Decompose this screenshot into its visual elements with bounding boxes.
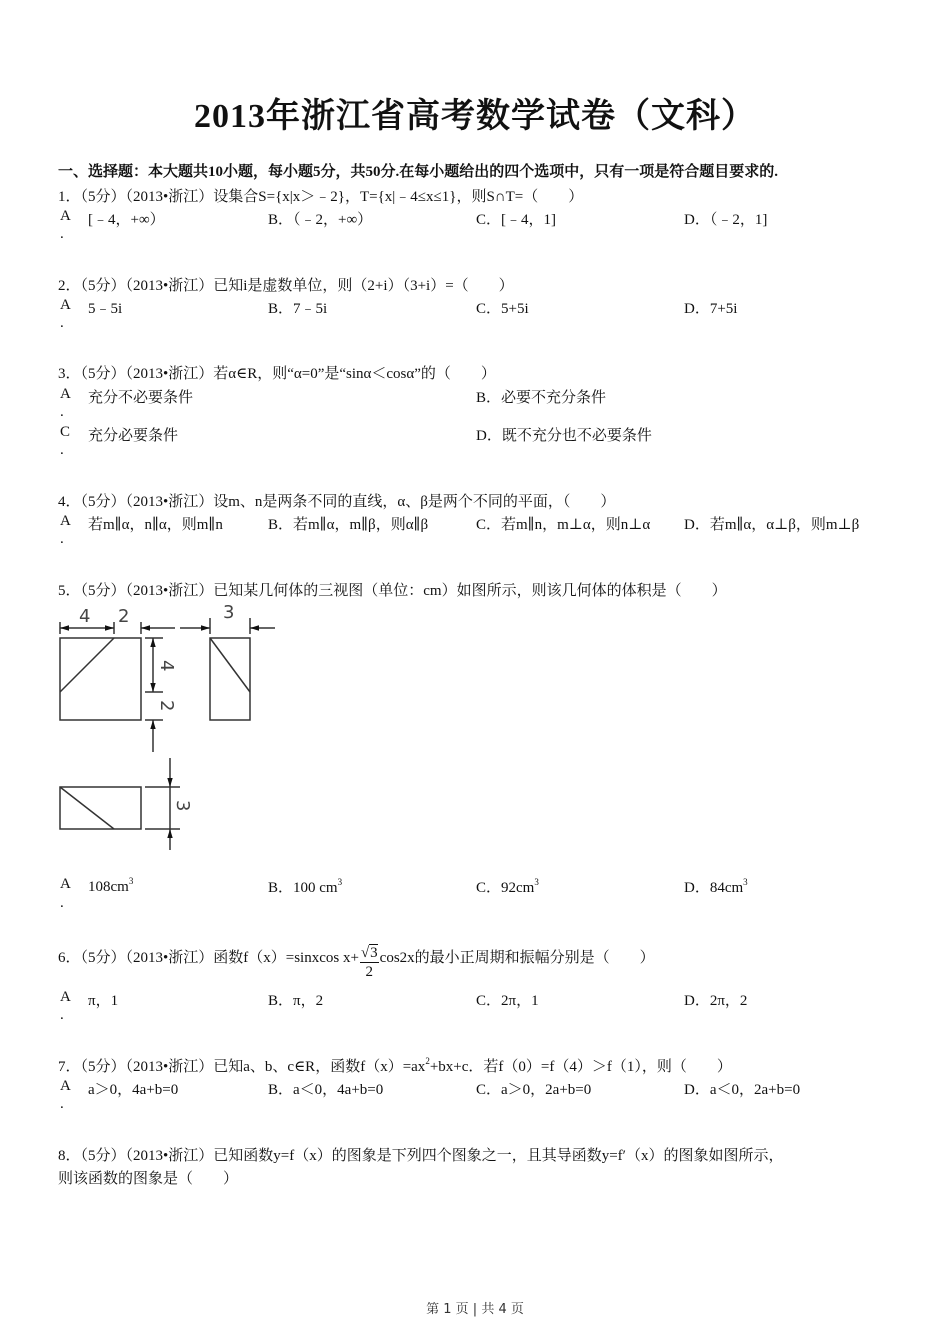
option-dot: . bbox=[60, 404, 64, 420]
option-dot: . bbox=[60, 895, 64, 911]
page-title: 2013年浙江省高考数学试卷（文科） bbox=[194, 98, 756, 135]
q6-option-d: D．2π，2 bbox=[684, 993, 748, 1009]
q4-option-d: D．若m∥α，α⊥β，则m⊥β bbox=[684, 517, 860, 533]
question-8: 8．（5分）（2013•浙江）已知函数y=f（x）的图象是下列四个图象之一，且其导函数y=f′（x）的图象如图所示， bbox=[58, 1148, 784, 1164]
q2-option-a: 5﹣5i bbox=[88, 301, 123, 317]
option-dot: . bbox=[60, 442, 64, 458]
q5-option-a: $108cm^3$ bbox=[88, 876, 134, 895]
q7-option-b: B．a＜0，4a+b=0 bbox=[268, 1082, 384, 1098]
q1-option-b: B．（﹣2，+∞） bbox=[268, 212, 373, 228]
option-dot: . bbox=[60, 315, 64, 331]
question-8-line2: 则该函数的图象是（ ） bbox=[58, 1171, 239, 1187]
q7-option-d: D．a＜0，2a+b=0 bbox=[684, 1082, 801, 1098]
q6-option-b: B．π，2 bbox=[268, 993, 324, 1009]
q6-option-a-letter: A bbox=[60, 989, 71, 1005]
page-footer: 第 1 页 | 共 4 页 bbox=[426, 1302, 524, 1317]
q3-option-a-letter: A bbox=[60, 386, 71, 402]
section-header: 一、选择题：本大题共10小题，每小题5分，共50分.在每小题给出的四个选项中，只有一项是符合题目要求的. bbox=[58, 164, 779, 180]
option-dot: . bbox=[60, 1007, 64, 1023]
q3-option-d: D．既不充分也不必要条件 bbox=[476, 428, 652, 444]
q5-option-c: C．$92cm^3$ bbox=[476, 877, 539, 896]
q1-option-d: D．（﹣2，1] bbox=[684, 212, 768, 228]
q2-option-c: C．5+5i bbox=[476, 301, 529, 317]
question-3: 3．（5分）（2013•浙江）若α∈R，则“α=0”是“sinα＜cosα”的（ ） bbox=[58, 366, 496, 382]
q3-option-c-letter: C bbox=[60, 424, 71, 440]
q6-option-c: C．2π，1 bbox=[476, 993, 539, 1009]
three-view-figure bbox=[55, 600, 295, 860]
question-6: 6．（5分）（2013•浙江）函数f（x）=sinxcos x+ $\frac{√3}{2}$ cos2x的最小正周期和振幅分别是（ ） bbox=[58, 945, 655, 980]
q4-option-c: C．若m∥n，m⊥α，则n⊥α bbox=[476, 517, 651, 533]
svg-text:3: 3 bbox=[223, 602, 235, 623]
q6-option-a: π，1 bbox=[88, 993, 119, 1009]
question-2: 2．（5分）（2013•浙江）已知i是虚数单位，则（2+i）（3+i）=（ ） bbox=[58, 278, 514, 294]
question-4: 4．（5分）（2013•浙江）设m、n是两条不同的直线，α、β是两个不同的平面，（ ） bbox=[58, 494, 616, 510]
question-5: 5．（5分）（2013•浙江）已知某几何体的三视图（单位：cm）如图所示，则该几何体的体积是（ ） bbox=[58, 583, 727, 599]
q4-option-a: 若m∥α，n∥α，则m∥n bbox=[88, 517, 223, 533]
q2-option-b: B．7﹣5i bbox=[268, 301, 328, 317]
svg-text:2: 2 bbox=[156, 700, 177, 712]
q5-option-b: B．100 $cm^3$ bbox=[268, 877, 343, 896]
q7-option-c: C．a＞0，2a+b=0 bbox=[476, 1082, 592, 1098]
q7-option-a: a＞0，4a+b=0 bbox=[88, 1082, 179, 1098]
svg-text:4: 4 bbox=[79, 606, 91, 627]
svg-text:2: 2 bbox=[118, 606, 130, 627]
q2-option-d: D．7+5i bbox=[684, 301, 738, 317]
option-dot: . bbox=[60, 226, 64, 242]
q2-option-a-letter: A bbox=[60, 297, 71, 313]
q3-option-a: 充分不必要条件 bbox=[88, 390, 194, 406]
q1-option-a: [﹣4，+∞） bbox=[88, 212, 165, 228]
question-7: 7．（5分）（2013•浙江）已知a、b、c∈R，函数$f(x)=ax^2+bx+c$．若f（0）=f（4）＞f（1），则（ ） bbox=[58, 1056, 732, 1075]
q3-option-b: B．必要不充分条件 bbox=[476, 390, 607, 406]
q1-option-a-letter: A bbox=[60, 208, 71, 224]
q3-option-c: 充分必要条件 bbox=[88, 428, 179, 444]
q4-option-a-letter: A bbox=[60, 513, 71, 529]
q4-option-b: B．若m∥α，m∥β，则α∥β bbox=[268, 517, 429, 533]
svg-text:4: 4 bbox=[156, 660, 177, 672]
option-dot: . bbox=[60, 1096, 64, 1112]
question-1: 1．（5分）（2013•浙江）设集合S={x|x＞﹣2}，T={x|﹣4≤x≤1}，则S∩T=（ ） bbox=[58, 189, 584, 205]
q1-option-c: C．[﹣4，1] bbox=[476, 212, 556, 228]
option-dot: . bbox=[60, 531, 64, 547]
q7-option-a-letter: A bbox=[60, 1078, 71, 1094]
svg-text:3: 3 bbox=[172, 800, 193, 812]
q5-option-d: D．$84cm^3$ bbox=[684, 877, 748, 896]
q5-option-a-letter: A bbox=[60, 876, 71, 892]
fraction-sqrt3-over-2: $\frac{√3}{2}$ bbox=[360, 945, 378, 980]
